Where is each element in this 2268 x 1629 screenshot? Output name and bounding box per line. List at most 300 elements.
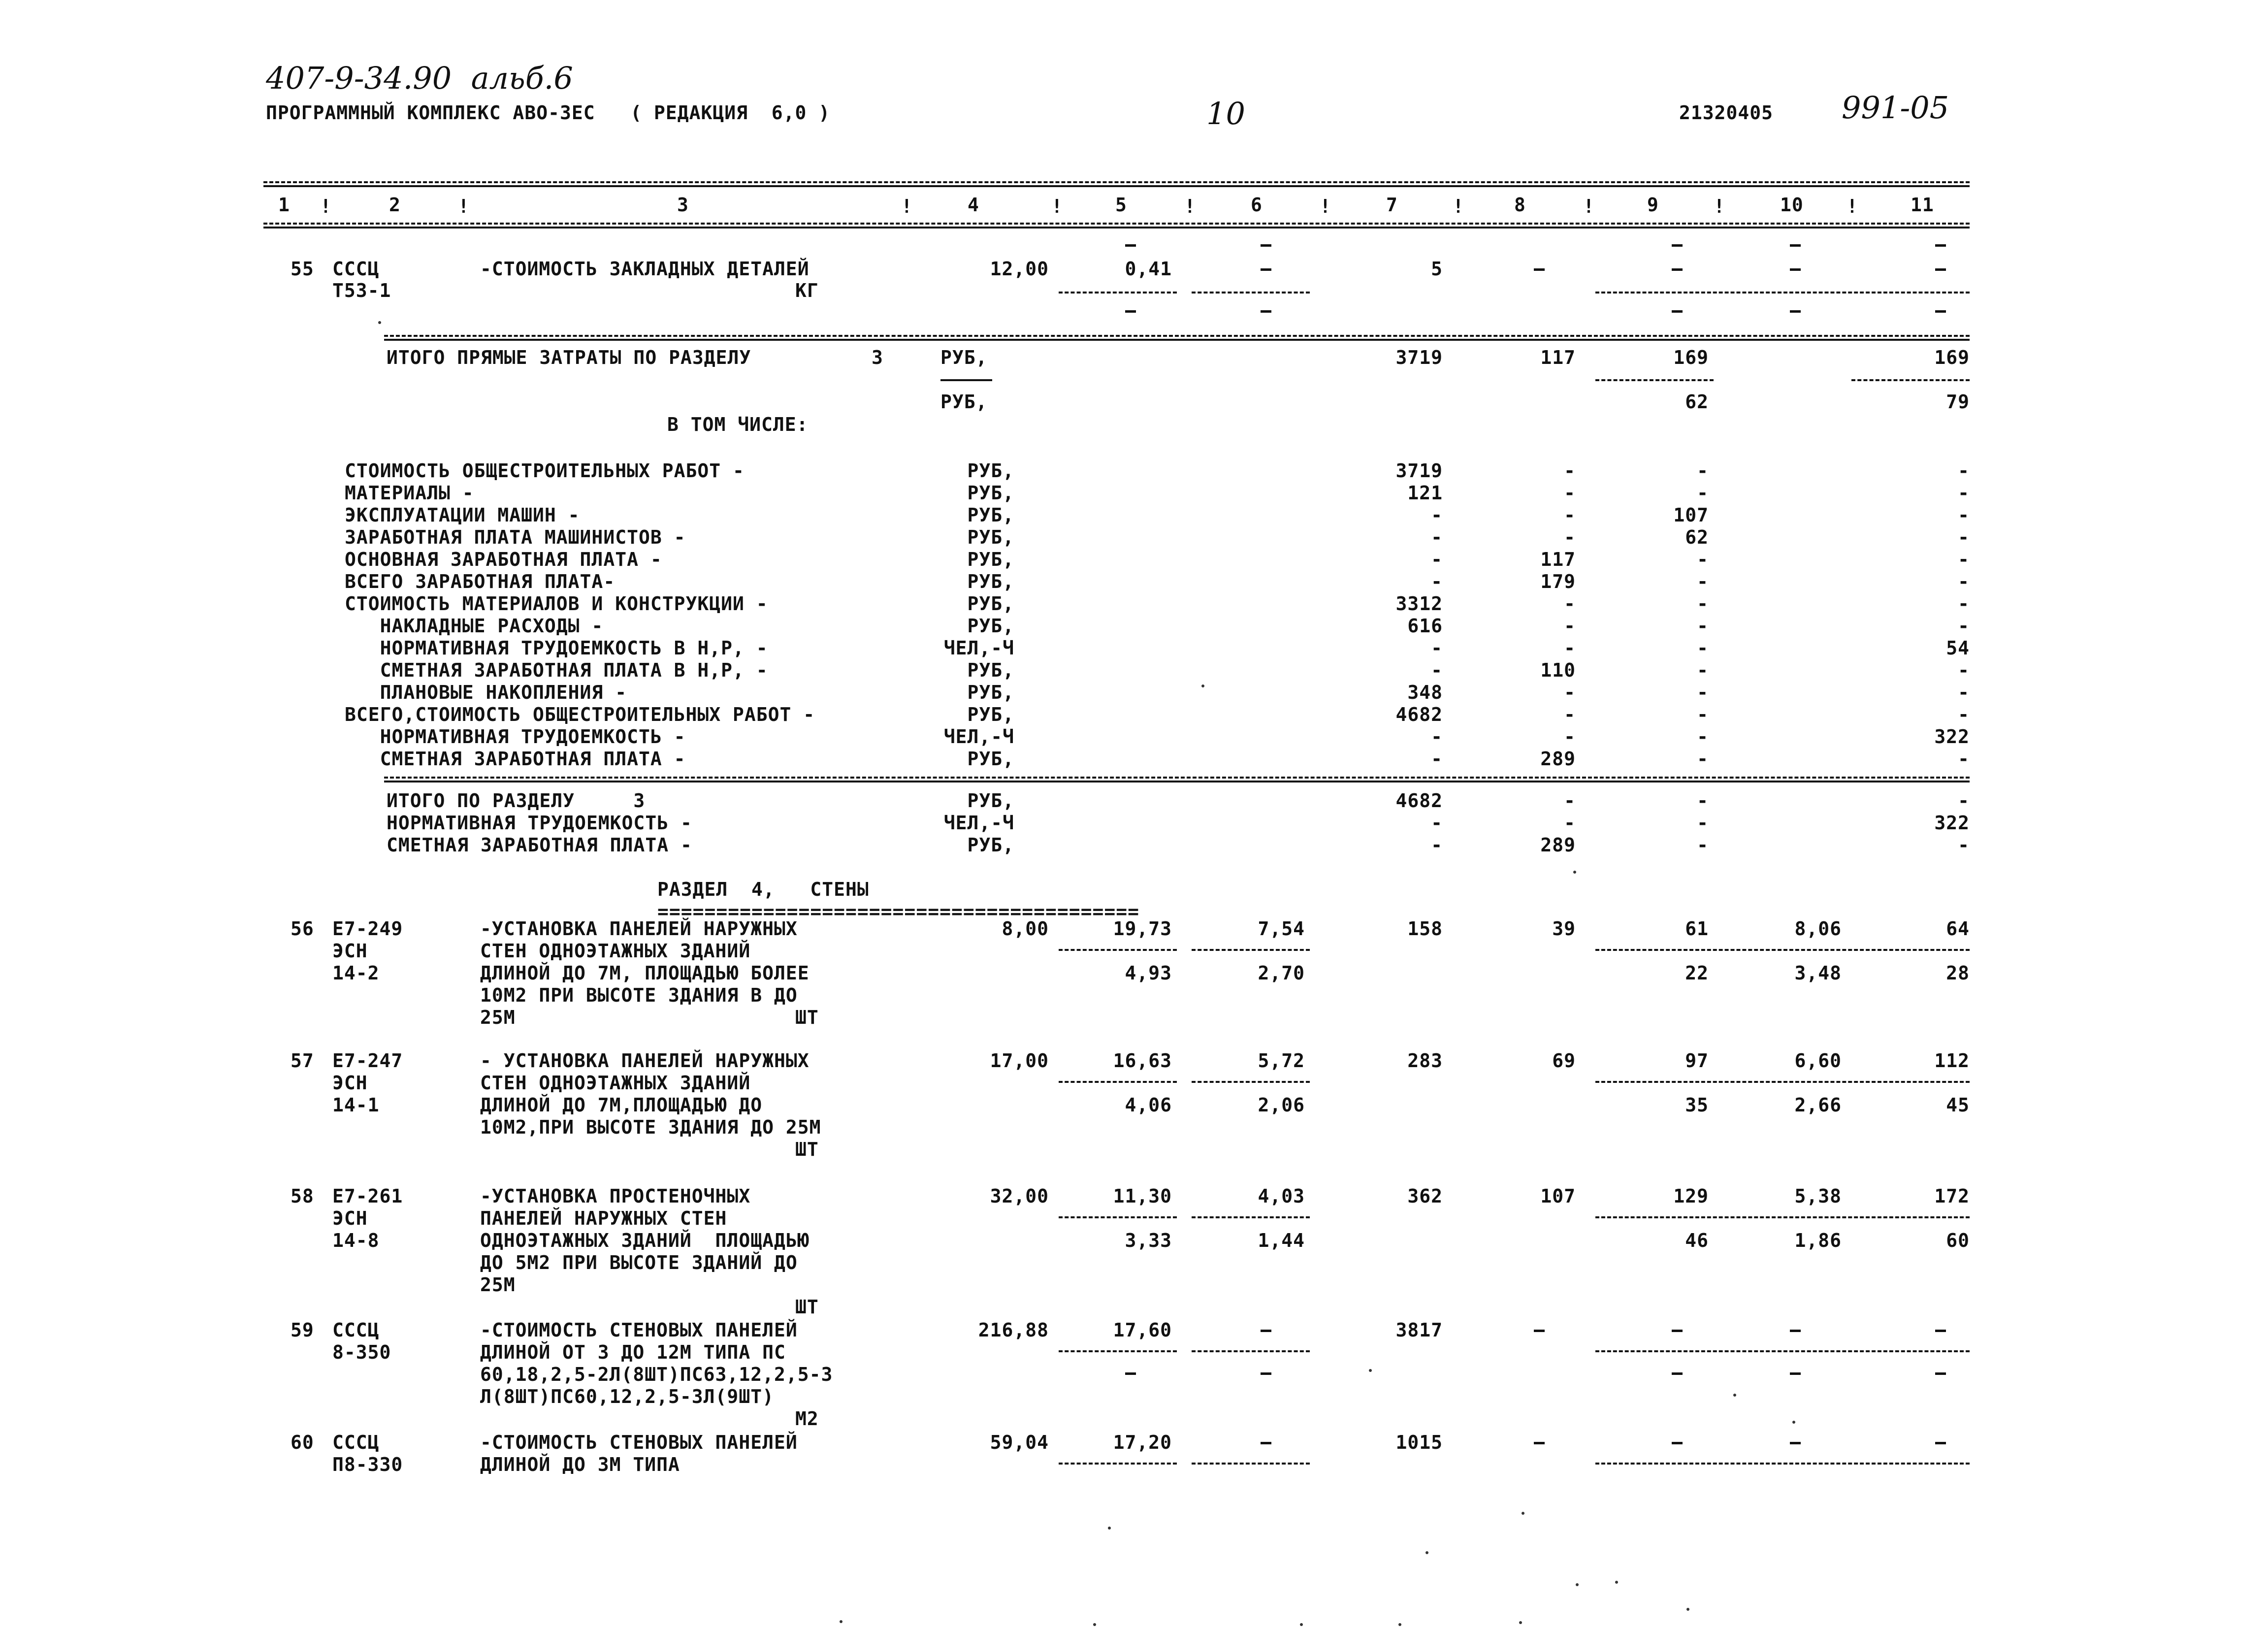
ink-dot [1615, 1581, 1618, 1584]
unit-wage: 3,33 [1125, 1230, 1172, 1251]
unit-machinists-wage: 2,70 [1258, 962, 1305, 984]
rate-code: Е7-249 [332, 918, 403, 940]
ink-dot [1792, 1421, 1795, 1424]
wages: - [1564, 593, 1576, 615]
unit: РУБ, [967, 834, 1014, 856]
column-separator: ! [1320, 195, 1331, 217]
unit: РУБ, [967, 704, 1014, 725]
wages: - [1564, 460, 1576, 482]
column-header: 3 [677, 194, 689, 216]
breakdown-label: НОРМАТИВНАЯ ТРУДОЕМКОСТЬ - [345, 726, 686, 748]
total-cost: 3719 [1395, 347, 1443, 368]
dash-mark [1935, 1372, 1946, 1375]
unit: РУБ, [967, 549, 1014, 570]
row-number: 60 [291, 1432, 314, 1453]
header-bottom-rule [263, 223, 1970, 225]
wages: 117 [1540, 549, 1576, 570]
dash-mark [1790, 1442, 1801, 1444]
unit-cost: 19,73 [1113, 918, 1172, 940]
totals-rule [384, 335, 1970, 337]
dash-mark [1125, 1372, 1136, 1375]
section-total-label: СМЕТНАЯ ЗАРАБОТНАЯ ПЛАТА - [387, 834, 692, 856]
column-separator: ! [1453, 195, 1464, 217]
labour: - [1958, 571, 1970, 592]
quantity: 12,00 [990, 258, 1049, 280]
labour-hours: 79 [1946, 391, 1970, 413]
total-cost: - [1431, 726, 1443, 748]
work-description: - УСТАНОВКА ПАНЕЛЕЙ НАРУЖНЫХ [480, 1050, 810, 1072]
row-number: 58 [291, 1185, 314, 1207]
header-top-rule [263, 181, 1970, 183]
section-title: РАЗДЕЛ 4, СТЕНЫ [657, 879, 869, 900]
machines: - [1697, 748, 1709, 770]
labour: - [1958, 682, 1970, 703]
totals-section-number: 3 [872, 347, 883, 368]
dash-mark [1261, 268, 1271, 271]
rate-code: ЭСН [332, 1207, 368, 1229]
work-description: СТЕН ОДНОЭТАЖНЫХ ЗДАНИЙ [480, 1072, 751, 1094]
machines: 169 [1673, 347, 1709, 368]
wages: 289 [1540, 834, 1576, 856]
labour-2: 45 [1946, 1094, 1970, 1116]
column-separator: ! [1583, 195, 1595, 217]
total-cost: 1015 [1395, 1432, 1443, 1453]
document-code: 21320405 [1679, 102, 1774, 124]
rate-code: Т53-1 [332, 280, 391, 301]
dash-mark [1790, 244, 1801, 247]
labour: - [1958, 526, 1970, 548]
cell-rule [1059, 292, 1177, 293]
wages: 117 [1540, 347, 1576, 368]
work-description: -СТОИМОСТЬ СТЕНОВЫХ ПАНЕЛЕЙ [480, 1432, 798, 1453]
rate-code: Е7-247 [332, 1050, 403, 1072]
column-separator: ! [901, 195, 913, 217]
column-header: 2 [389, 194, 401, 216]
total-cost: - [1431, 549, 1443, 570]
breakdown-label: СМЕТНАЯ ЗАРАБОТНАЯ ПЛАТА В Н,Р, - [345, 659, 768, 681]
rate-code: СССЦ [332, 1432, 380, 1453]
cell-rule [1595, 1350, 1970, 1352]
ink-dot [1573, 871, 1576, 874]
machines: - [1697, 637, 1709, 659]
total-cost: 5 [1431, 258, 1443, 280]
unit: РУБ, [967, 748, 1014, 770]
dash-mark [1790, 1372, 1801, 1375]
quantity: 216,88 [978, 1319, 1049, 1341]
quantity: 59,04 [990, 1432, 1049, 1453]
wages: - [1564, 526, 1576, 548]
wages: 289 [1540, 748, 1576, 770]
cell-rule [1192, 1350, 1310, 1352]
machines: 62 [1685, 526, 1709, 548]
labour: - [1958, 504, 1970, 526]
dash-mark [1125, 310, 1136, 313]
total-cost: 283 [1407, 1050, 1443, 1072]
ink-dot [1369, 1369, 1372, 1372]
wages: 179 [1540, 571, 1576, 592]
unit-wage: 4,06 [1125, 1094, 1172, 1116]
machines: 129 [1673, 1185, 1709, 1207]
wages: 107 [1540, 1185, 1576, 1207]
unit: РУБ, [967, 790, 1014, 812]
dash-mark [1672, 1330, 1683, 1332]
section-underline: ========================================= [657, 901, 1139, 922]
wages: - [1564, 812, 1576, 834]
cell-rule [1595, 1216, 1970, 1218]
total-cost: 3817 [1395, 1319, 1443, 1341]
unit-machines: 5,72 [1258, 1050, 1305, 1072]
labour: 172 [1934, 1185, 1970, 1207]
work-description: ПАНЕЛЕЙ НАРУЖНЫХ СТЕН [480, 1207, 727, 1229]
column-header: 4 [968, 194, 979, 216]
dash-mark [1790, 268, 1801, 271]
handwritten-archive-note: 407-9-34.90 альб.6 [266, 60, 573, 96]
wages: 69 [1552, 1050, 1576, 1072]
ink-dot [378, 321, 381, 324]
dash-mark [1935, 1442, 1946, 1444]
work-description: 25М [480, 1007, 516, 1028]
dash-mark [1125, 244, 1136, 247]
labour: - [1958, 704, 1970, 725]
unit: РУБ, [967, 682, 1014, 703]
column-header: 6 [1251, 194, 1263, 216]
total-cost: 121 [1407, 482, 1443, 504]
row-number: 55 [291, 258, 314, 280]
quantity: 8,00 [1002, 918, 1049, 940]
section-total-label: НОРМАТИВНАЯ ТРУДОЕМКОСТЬ - [387, 812, 692, 834]
labour: 169 [1934, 347, 1970, 368]
unit-cost: 17,60 [1113, 1319, 1172, 1341]
totals-label: ИТОГО ПРЯМЫЕ ЗАТРАТЫ ПО РАЗДЕЛУ [387, 347, 751, 368]
work-description: ДЛИНОЙ ДО 3М ТИПА [480, 1454, 680, 1475]
machinists-wage: 46 [1685, 1230, 1709, 1251]
labour: - [1958, 834, 1970, 856]
column-header: 8 [1514, 194, 1526, 216]
wages: - [1564, 682, 1576, 703]
column-header: 9 [1647, 194, 1659, 216]
dash-mark [1790, 1330, 1801, 1332]
cell-rule [1595, 1081, 1970, 1083]
labour-per-unit: 6,60 [1794, 1050, 1842, 1072]
work-description: -СТОИМОСТЬ СТЕНОВЫХ ПАНЕЛЕЙ [480, 1319, 798, 1341]
wages: - [1564, 504, 1576, 526]
column-header: 10 [1780, 194, 1804, 216]
unit: РУБ, [967, 615, 1014, 637]
column-header: 11 [1911, 194, 1934, 216]
unit-machinists-wage: 2,06 [1258, 1094, 1305, 1116]
rate-code: 8-350 [332, 1341, 391, 1363]
total-cost: 3312 [1395, 593, 1443, 615]
dash-mark [1534, 1442, 1545, 1444]
column-header: 1 [278, 194, 290, 216]
labour: 322 [1934, 726, 1970, 748]
column-header: 7 [1386, 194, 1398, 216]
ink-dot [1300, 1623, 1303, 1626]
unit: РУБ, [967, 526, 1014, 548]
rate-code: ЭСН [332, 940, 368, 962]
breakdown-label: ЭКСПЛУАТАЦИИ МАШИН - [345, 504, 580, 526]
column-separator: ! [458, 195, 470, 217]
labour: - [1958, 460, 1970, 482]
rate-code: П8-330 [332, 1454, 403, 1475]
total-cost: - [1431, 748, 1443, 770]
machines: - [1697, 593, 1709, 615]
ink-dot [1426, 1551, 1428, 1554]
dash-mark [1261, 1442, 1271, 1444]
unit-machines: 7,54 [1258, 918, 1305, 940]
cell-rule [1595, 949, 1970, 951]
total-cost: - [1431, 834, 1443, 856]
machines: - [1697, 726, 1709, 748]
ink-dot [1201, 684, 1204, 687]
labour: 54 [1946, 637, 1970, 659]
work-description: 10М2,ПРИ ВЫСОТЕ ЗДАНИЯ ДО 25М [480, 1116, 821, 1138]
work-description: ДО 5М2 ПРИ ВЫСОТЕ ЗДАНИЙ ДО [480, 1252, 798, 1273]
labour: - [1958, 748, 1970, 770]
ink-dot [1398, 1623, 1401, 1626]
cell-rule [1059, 949, 1177, 951]
header-bottom-rule-2 [263, 227, 1970, 228]
machines: 97 [1685, 1050, 1709, 1072]
ink-dot [1519, 1621, 1522, 1624]
machines: - [1697, 812, 1709, 834]
cell-rule [1595, 379, 1714, 381]
work-description: Л(8ШТ)ПС60,12,2,5-3Л(9ШТ) [480, 1386, 774, 1407]
work-description: ОДНОЭТАЖНЫХ ЗДАНИЙ ПЛОЩАДЬЮ [480, 1230, 810, 1251]
total-cost: 4682 [1395, 704, 1443, 725]
labour-per-unit-2: 2,66 [1794, 1094, 1842, 1116]
total-cost: - [1431, 812, 1443, 834]
cell-rule [1595, 292, 1970, 293]
unit: РУБ, [967, 482, 1014, 504]
section-total-rule-2 [384, 781, 1970, 782]
breakdown-label: СТОИМОСТЬ ОБЩЕСТРОИТЕЛЬНЫХ РАБОТ - [345, 460, 745, 482]
wages: - [1564, 482, 1576, 504]
dash-mark [1672, 268, 1683, 271]
header-top-rule-2 [263, 185, 1970, 187]
column-separator: ! [1847, 195, 1858, 217]
breakdown-label: ВСЕГО,СТОИМОСТЬ ОБЩЕСТРОИТЕЛЬНЫХ РАБОТ - [345, 704, 815, 725]
cell-rule [1059, 1081, 1177, 1083]
quantity: 32,00 [990, 1185, 1049, 1207]
ink-dot [1686, 1608, 1689, 1611]
breakdown-label: ПЛАНОВЫЕ НАКОПЛЕНИЯ - [345, 682, 627, 703]
breakdown-label: НАКЛАДНЫЕ РАСХОДЫ - [345, 615, 604, 637]
row-number: 57 [291, 1050, 314, 1072]
labour: - [1958, 482, 1970, 504]
total-cost: - [1431, 571, 1443, 592]
unit: М2 [795, 1408, 819, 1430]
unit-wage: 4,93 [1125, 962, 1172, 984]
unit-underline [940, 379, 992, 381]
ink-dot [1093, 1623, 1096, 1626]
work-description: 10М2 ПРИ ВЫСОТЕ ЗДАНИЯ В ДО [480, 984, 798, 1006]
rate-code: СССЦ [332, 1319, 380, 1341]
unit: РУБ, [967, 571, 1014, 592]
wages: 110 [1540, 659, 1576, 681]
unit-machines: 4,03 [1258, 1185, 1305, 1207]
dash-mark [1935, 310, 1946, 313]
labour: - [1958, 615, 1970, 637]
dash-mark [1935, 244, 1946, 247]
handwritten-sheet-number: 991-05 [1842, 90, 1949, 126]
ink-dot [1733, 1394, 1736, 1397]
cell-rule [1595, 1463, 1970, 1465]
work-description: ДЛИНОЙ ОТ 3 ДО 12М ТИПА ПС [480, 1341, 786, 1363]
unit: ЧЕЛ,-Ч [943, 637, 1014, 659]
machines: - [1697, 615, 1709, 637]
unit: ЧЕЛ,-Ч [943, 726, 1014, 748]
machinists-wage: 35 [1685, 1094, 1709, 1116]
dash-mark [1672, 1442, 1683, 1444]
column-separator: ! [1051, 195, 1063, 217]
labour: 64 [1946, 918, 1970, 940]
ink-dot [1576, 1583, 1579, 1586]
machines: - [1697, 460, 1709, 482]
dash-mark [1672, 310, 1683, 313]
dash-mark [1261, 244, 1271, 247]
dash-mark [1534, 1330, 1545, 1332]
total-cost: - [1431, 659, 1443, 681]
ink-dot [1522, 1512, 1524, 1515]
breakdown-label: НОРМАТИВНАЯ ТРУДОЕМКОСТЬ В Н,Р, - [345, 637, 768, 659]
unit-machinists-wage: 1,44 [1258, 1230, 1305, 1251]
column-header: 5 [1115, 194, 1127, 216]
work-description: ДЛИНОЙ ДО 7М, ПЛОЩАДЬЮ БОЛЕЕ [480, 962, 810, 984]
quantity: 17,00 [990, 1050, 1049, 1072]
total-cost: 362 [1407, 1185, 1443, 1207]
labour: - [1958, 659, 1970, 681]
labour-2: 60 [1946, 1230, 1970, 1251]
dash-mark [1261, 1372, 1271, 1375]
unit-cost: 0,41 [1125, 258, 1172, 280]
labour-per-unit: 5,38 [1794, 1185, 1842, 1207]
ink-dot [840, 1620, 842, 1623]
total-cost: 4682 [1395, 790, 1443, 812]
totals-rule-2 [384, 339, 1970, 341]
unit: РУБ, [967, 593, 1014, 615]
handwritten-page-number: 10 [1206, 96, 1245, 131]
dash-mark [1672, 1372, 1683, 1375]
machines: - [1697, 682, 1709, 703]
breakdown-label: МАТЕРИАЛЫ - [345, 482, 474, 504]
labour: - [1958, 593, 1970, 615]
machines: - [1697, 482, 1709, 504]
rate-code: 14-1 [332, 1094, 380, 1116]
total-cost: 348 [1407, 682, 1443, 703]
breakdown-label: ОСНОВНАЯ ЗАРАБОТНАЯ ПЛАТА - [345, 549, 662, 570]
machines: - [1697, 704, 1709, 725]
dash-mark [1790, 310, 1801, 313]
cell-rule [1059, 1216, 1177, 1218]
column-separator: ! [320, 195, 332, 217]
cell-rule [1192, 949, 1310, 951]
total-cost: - [1431, 504, 1443, 526]
unit-cost: 16,63 [1113, 1050, 1172, 1072]
section-total-rule [384, 777, 1970, 779]
program-title: ПРОГРАММНЫЙ КОМПЛЕКС АВО-3ЕС ( РЕДАКЦИЯ 6,0 ) [266, 102, 831, 124]
breakdown-label: СТОИМОСТЬ МАТЕРИАЛОВ И КОНСТРУКЦИИ - [345, 593, 768, 615]
cell-rule [1192, 292, 1310, 293]
unit: РУБ, [967, 504, 1014, 526]
labour: 112 [1934, 1050, 1970, 1072]
cell-rule [1192, 1463, 1310, 1465]
ink-dot [1108, 1527, 1111, 1530]
cell-rule [1192, 1081, 1310, 1083]
column-separator: ! [1714, 195, 1725, 217]
work-description: 60,18,2,5-2Л(8ШТ)ПС63,12,2,5-3 [480, 1364, 833, 1385]
wages: 39 [1552, 918, 1576, 940]
cell-rule [1192, 1216, 1310, 1218]
wages: - [1564, 726, 1576, 748]
total-cost: 616 [1407, 615, 1443, 637]
unit: ШТ [795, 1007, 819, 1028]
labour-per-unit: 8,06 [1794, 918, 1842, 940]
dash-mark [1672, 244, 1683, 247]
labour: 322 [1934, 812, 1970, 834]
dash-mark [1534, 268, 1545, 271]
machines: - [1697, 571, 1709, 592]
work-description: -УСТАНОВКА ПАНЕЛЕЙ НАРУЖНЫХ [480, 918, 798, 940]
cell-rule [1851, 379, 1970, 381]
machines: - [1697, 659, 1709, 681]
unit: РУБ, [940, 391, 988, 413]
breakdown-label: ЗАРАБОТНАЯ ПЛАТА МАШИНИСТОВ - [345, 526, 686, 548]
dash-mark [1935, 1330, 1946, 1332]
column-separator: ! [1184, 195, 1196, 217]
wages: - [1564, 704, 1576, 725]
machines: - [1697, 790, 1709, 812]
unit: РУБ, [967, 460, 1014, 482]
machines: - [1697, 549, 1709, 570]
machines: 61 [1685, 918, 1709, 940]
rate-code: ЭСН [332, 1072, 368, 1094]
totals-subtitle: В ТОМ ЧИСЛЕ: [667, 414, 809, 435]
breakdown-label: ВСЕГО ЗАРАБОТНАЯ ПЛАТА- [345, 571, 616, 592]
labour-2: 28 [1946, 962, 1970, 984]
unit: ЧЕЛ,-Ч [943, 812, 1014, 834]
row-number: 56 [291, 918, 314, 940]
unit: КГ [795, 280, 819, 301]
rate-code: СССЦ [332, 258, 380, 280]
labour-per-unit-2: 1,86 [1794, 1230, 1842, 1251]
dash-mark [1935, 268, 1946, 271]
work-description: 25М [480, 1274, 516, 1296]
wages: - [1564, 615, 1576, 637]
rate-code: Е7-261 [332, 1185, 403, 1207]
unit: ШТ [795, 1296, 819, 1318]
rate-code: 14-2 [332, 962, 380, 984]
section-total-label: ИТОГО ПО РАЗДЕЛУ 3 [387, 790, 646, 812]
machines: 107 [1673, 504, 1709, 526]
machinists-wage: 62 [1685, 391, 1709, 413]
labour: - [1958, 549, 1970, 570]
unit-cost: 17,20 [1113, 1432, 1172, 1453]
wages: - [1564, 790, 1576, 812]
unit: ШТ [795, 1139, 819, 1160]
breakdown-label: СМЕТНАЯ ЗАРАБОТНАЯ ПЛАТА - [345, 748, 686, 770]
work-description: ДЛИНОЙ ДО 7М,ПЛОЩАДЬЮ ДО [480, 1094, 763, 1116]
work-description: СТЕН ОДНОЭТАЖНЫХ ЗДАНИЙ [480, 940, 751, 962]
unit: РУБ, [940, 347, 988, 368]
cell-rule [1059, 1463, 1177, 1465]
total-cost: - [1431, 637, 1443, 659]
total-cost: - [1431, 526, 1443, 548]
unit-cost: 11,30 [1113, 1185, 1172, 1207]
dash-mark [1261, 310, 1271, 313]
labour: - [1958, 790, 1970, 812]
cell-rule [1059, 1350, 1177, 1352]
